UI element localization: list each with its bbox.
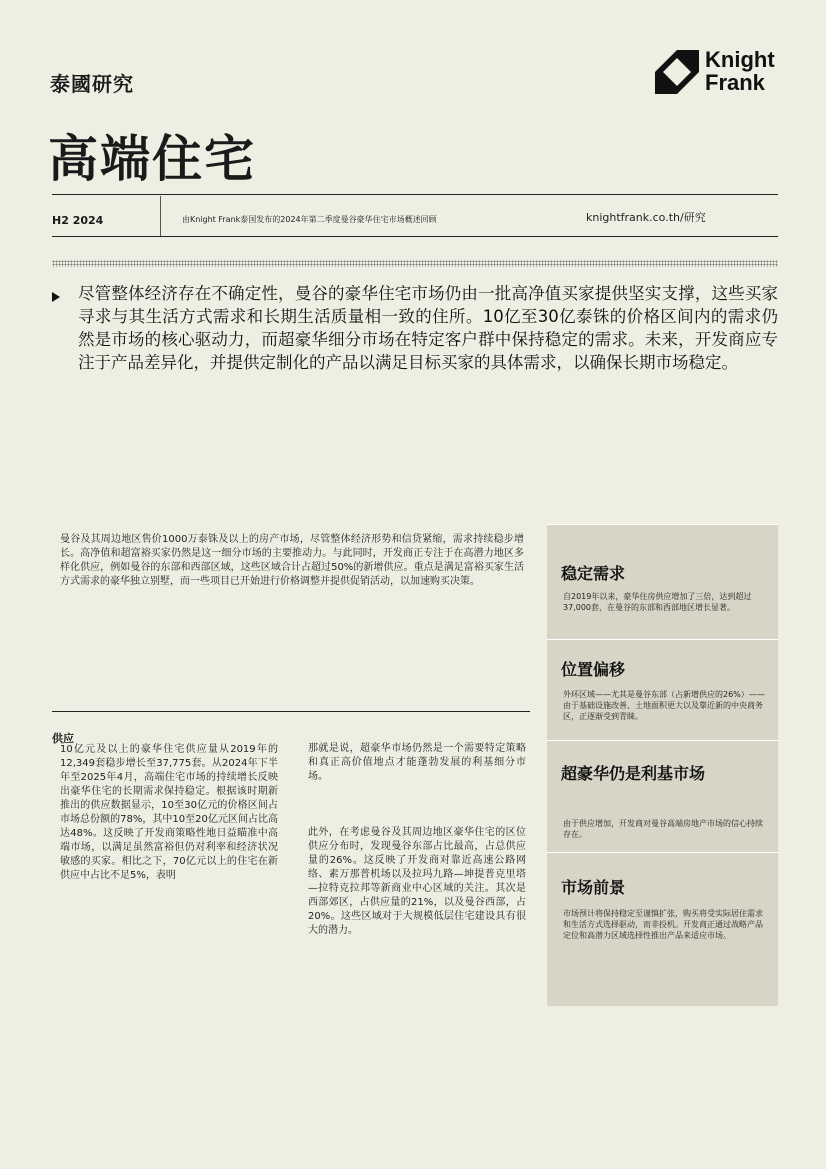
- supply-paragraph-3: 此外，在考虑曼谷及其周边地区豪华住宅的区位供应分布时，发现曼谷东部占比最高，占总供应量的26%。这反映了开发商对靠近高速公路网络、素万那普机场以及拉玛九路—坤提普克里塔—拉特克拉邦等新商业中心区域的关注。其次是西部郊区，占供应量的21%，以及曼谷西部，占20%。这些区域对于大规模低层住宅建设具有很大的潜力。: [308, 827, 526, 936]
- header-rule-top: [52, 194, 778, 195]
- sidebar-text-market-outlook: 市场预计将保持稳定至谨慎扩张，购买将受实际居住需求和生活方式选择驱动，而非投机。开发商正通过战略产品定位和高潜力区域选择性推出产品来适应市场。: [563, 909, 763, 940]
- lead-paragraph: 尽管整体经济存在不确定性，曼谷的豪华住宅市场仍由一批高净值买家提供坚实支撑，这些买家寻求与其生活方式需求和长期生活质量相一致的住所。10亿至30亿泰铢的价格区间内的需求仍然是市场的核心驱动力，而超豪华细分市场在特定客户群中保持稳定的需求。未来，开发商应专注于产品差异化，并提供定制化的产品以满足目标买家的具体需求，以确保长期市场稳定。: [78, 284, 778, 372]
- sidebar-heading-ultra-luxury: 超豪华仍是利基市场: [561, 764, 706, 783]
- sidebar-heading-location-shift: 位置偏移: [561, 660, 626, 679]
- brand-logo: [655, 48, 781, 98]
- report-period: H2 2024: [52, 214, 104, 227]
- supply-section-rule: [52, 711, 530, 712]
- intro-paragraph: 曼谷及其周边地区售价1000万泰铢及以上的房产市场，尽管整体经济形势和信贷紧缩，需求持续稳步增长。高净值和超富裕买家仍然是这一细分市场的主要推动力。与此同时，开发商正专注于在高潜力地区多样化供应，例如曼谷的东部和西部区域，这些区域合计占超过50%的新增供应。重点是满足富裕买家生活方式需求的豪华独立别墅，而一些项目已开始进行价格调整并提供促销活动，以加速购买决策。: [60, 534, 524, 587]
- report-description: 由Knight Frank泰国发布的2024年第二季度曼谷豪华住宅市场概述回顾: [182, 215, 437, 224]
- sidebar-divider: [547, 524, 778, 525]
- sidebar-text-location-shift: 外环区域——尤其是曼谷东部（占新增供应的26%）——由于基础设施改善、土地面积更大以及靠近新的中央商务区，正逐渐受到青睐。: [563, 690, 765, 721]
- brand-line-1: Knight: [705, 47, 775, 72]
- supply-heading: 供应: [52, 732, 74, 745]
- sidebar-text-stable-demand: 自2019年以来，豪华住房供应增加了三倍，达到超过37,000套，在曼谷的东部和西部地区增长显著。: [563, 592, 752, 612]
- report-series: 泰國研究: [50, 72, 134, 96]
- key-findings-sidebar: [547, 524, 778, 1006]
- sidebar-heading-stable-demand: 稳定需求: [561, 564, 626, 583]
- sidebar-heading-market-outlook: 市场前景: [561, 878, 626, 897]
- supply-paragraph-2: 那就是说，超豪华市场仍然是一个需要特定策略和真正高价值地点才能蓬勃发展的利基细分市场。: [308, 743, 526, 782]
- sidebar-divider: [547, 639, 778, 640]
- header-divider: [160, 196, 161, 236]
- website-link[interactable]: knightfrank.co.th/研究: [586, 211, 706, 224]
- brand-wordmark: [705, 48, 775, 94]
- header-rule-bottom: [52, 236, 778, 237]
- sidebar-divider: [547, 740, 778, 741]
- brand-line-2: Frank: [705, 70, 765, 95]
- sidebar-text-ultra-luxury: 由于供应增加，开发商对曼谷高端房地产市场的信心持续存在。: [563, 819, 763, 839]
- sidebar-divider: [547, 852, 778, 853]
- supply-paragraph-1: 10亿元及以上的豪华住宅供应量从2019年的12,349套稳步增长至37,775套。从2024年下半年至2025年4月，高端住宅市场的持续增长反映出豪华住宅的长期需求保持稳定。根据该时期新推出的供应数据显示，10至30亿元的价格区间占市场总份额的78%，其中10至20亿元区间占比高达48%。这反映了开发商策略性地日益瞄准中高端市场，以满足虽然富裕但仍对利率和经济状况敏感的买家。相比之下，70亿元以上的住宅在新供应中占比不足5%，表明: [60, 744, 278, 881]
- page-title: 高端住宅: [48, 130, 256, 188]
- dotted-divider: [52, 260, 778, 267]
- lead-bullet-icon: [52, 292, 60, 302]
- knight-frank-logo-icon: [655, 50, 699, 94]
